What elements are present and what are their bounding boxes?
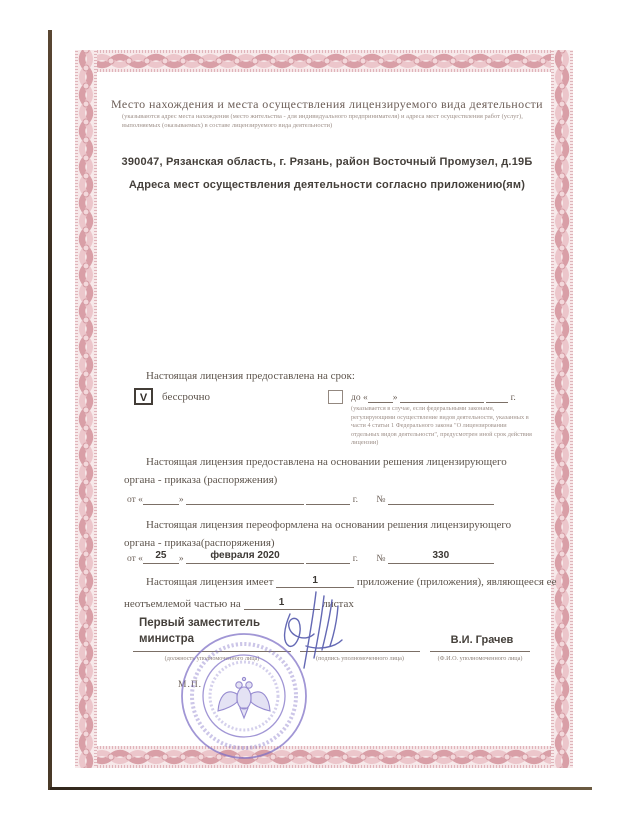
term-indefinite-label: бессрочно: [162, 391, 211, 403]
granted-line2: органа - приказа (распоряжения): [124, 474, 278, 486]
signatory-position-line1: Первый заместитель: [139, 617, 261, 629]
granted-date-prefix: от «: [127, 495, 143, 505]
attachments-sheets: 1: [278, 597, 285, 608]
caption-sign: (подпись уполномоченного лица): [316, 655, 404, 662]
reissued-number-sign: №: [376, 554, 386, 564]
border-ornament-bottom: [75, 746, 573, 768]
scan-edge-vertical: [48, 30, 52, 790]
term-label: Настоящая лицензия предоставлена на срок:: [146, 370, 355, 382]
section-title-note: (указываются адрес места нахождения (место жительства - для индивидуального предпринимателя) и адреса мест осуществления работ (услуг), выполняемых (оказываемых) в составе лицензируемого вида деятельности): [122, 113, 523, 129]
granted-line1: Настоящая лицензия предоставлена на основании решения лицензирующего: [146, 456, 507, 468]
granted-quote: »: [178, 495, 184, 505]
border-ornament-top: [75, 50, 573, 72]
license-address-appendix: Адреса мест осуществления деятельности согласно приложению(ям): [128, 179, 526, 191]
reissued-line2: органа - приказа(распоряжения): [124, 537, 275, 549]
reissued-year-suffix: г.: [352, 554, 358, 564]
attachments-part3: неотъемлемой частью на: [124, 598, 241, 610]
attachments-part4: листах: [322, 598, 354, 610]
granted-paragraph: [124, 453, 560, 489]
checkbox-indefinite-mark: V: [139, 392, 148, 404]
caption-name: (Ф.И.О. уполномоченного лица): [437, 655, 523, 662]
attachments-line1: [124, 575, 564, 588]
checkbox-indefinite: [134, 388, 153, 405]
license-address: 390047, Рязанская область, г. Рязань, район Восточный Промузел, д.19Б: [121, 156, 533, 168]
checkbox-until-date: [328, 390, 343, 404]
granted-number-sign: №: [376, 495, 386, 505]
granted-date-line: [127, 492, 494, 505]
term-until-note: (указывается в случае, если федеральными законами, регулирующими осуществление видов деятельности, указанных в части 4 статьи 1 Федерального закона "О лицензировании отдельных видов деятельности", предусмотрен иной срок действия лицензии): [351, 405, 532, 447]
term-until-line: [351, 390, 516, 403]
border-ornament-left: [75, 50, 97, 768]
until-quote: »: [392, 393, 398, 403]
reissued-date-month: февраля 2020: [210, 550, 280, 561]
reissued-quote: »: [178, 554, 184, 564]
reissued-date-line: [127, 551, 494, 564]
section-title: Место нахождения и места осуществления лицензируемого вида деятельности: [111, 97, 543, 111]
signatory-name: В.И. Грачев: [450, 634, 514, 646]
granted-year-suffix: г.: [352, 495, 358, 505]
attachments-part1: Настоящая лицензия имеет: [146, 576, 274, 588]
attachments-count: 1: [312, 575, 318, 586]
reissued-number: 330: [432, 550, 450, 561]
signatory-position-line2: министра: [139, 633, 195, 645]
signature-line-name: [430, 651, 530, 652]
until-prefix: до «: [351, 393, 368, 403]
caption-position: (должность уполномоченного лица): [164, 655, 260, 662]
reissued-date-prefix: от «: [127, 554, 143, 564]
signature-ink: [276, 588, 368, 672]
reissued-line1: Настоящая лицензия переоформлена на основании решения лицензирующего: [146, 519, 512, 531]
reissued-date-day: 25: [155, 550, 167, 561]
seal-place-mark: М.П.: [178, 680, 203, 690]
until-year-suffix: г.: [510, 393, 516, 403]
reissued-paragraph: [124, 516, 560, 552]
attachments-part2: приложение (приложения), являющееся ее: [356, 576, 557, 588]
scan-edge-horizontal: [50, 787, 592, 790]
